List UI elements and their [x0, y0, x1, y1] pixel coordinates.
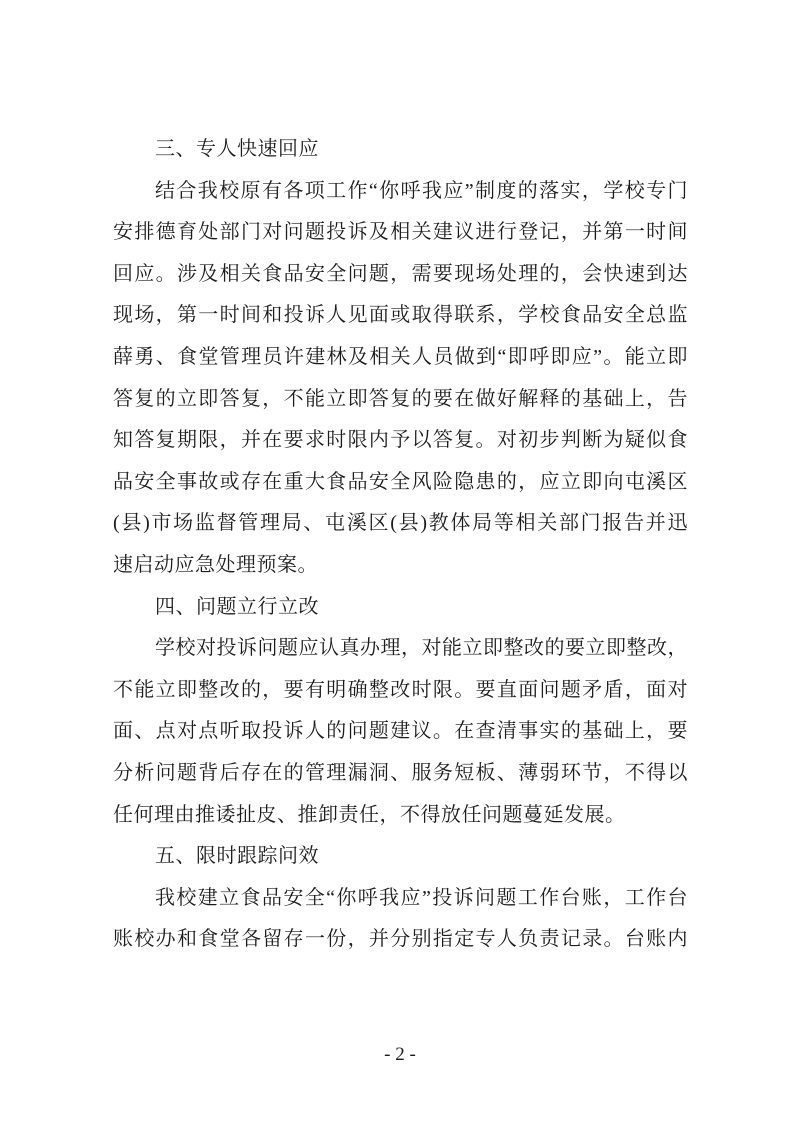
text-line: 分析问题背后存在的管理漏洞、服务短板、薄弱环节，不得以 — [113, 761, 688, 784]
text-line: 学校对投诉问题应认真办理，对能立即整改的要立即整改， — [155, 637, 688, 660]
text-line: 现场，第一时间和投诉人见面或取得联系，学校食品安全总监 — [113, 304, 688, 327]
document-body — [113, 129, 688, 961]
section-heading-3: 三、专人快速回应 — [155, 138, 319, 160]
text-line: 速启动应急处理预案。 — [113, 553, 318, 576]
page-number: - 2 - — [384, 1044, 416, 1065]
text-line: 回应。涉及相关食品安全问题，需要现场处理的，会快速到达 — [113, 262, 688, 285]
text-line: 知答复期限，并在要求时限内予以答复。对初步判断为疑似食 — [113, 429, 688, 452]
text-line: 安排德育处部门对问题投诉及相关建议进行登记，并第一时间 — [113, 221, 688, 244]
text-line: 不能立即整改的，要有明确整改时限。要直面问题矛盾，面对 — [113, 678, 688, 701]
text-line: 面、点对点听取投诉人的问题建议。在查清事实的基础上，要 — [113, 720, 688, 743]
text-line: 结合我校原有各项工作“你呼我应”制度的落实，学校专门 — [155, 179, 688, 202]
text-line: 我校建立食品安全“你呼我应”投诉问题工作台账，工作台 — [155, 886, 688, 909]
text-line: 品安全事故或存在重大食品安全风险隐患的，应立即向屯溪区 — [113, 470, 688, 493]
section-heading-5: 五、限时跟踪问效 — [155, 845, 319, 868]
section-heading-4: 四、问题立行立改 — [155, 595, 319, 618]
text-line: 薛勇、食堂管理员许建林及相关人员做到“即呼即应”。能立即 — [113, 345, 688, 368]
text-line: 答复的立即答复，不能立即答复的要在做好解释的基础上，告 — [113, 387, 688, 410]
text-line: 账校办和食堂各留存一份，并分别指定专人负责记录。台账内 — [113, 928, 688, 951]
text-line: 任何理由推诿扯皮、推卸责任，不得放任问题蔓延发展。 — [113, 803, 626, 826]
text-line: (县)市场监督管理局、屯溪区(县)教体局等相关部门报告并迅 — [113, 512, 688, 535]
